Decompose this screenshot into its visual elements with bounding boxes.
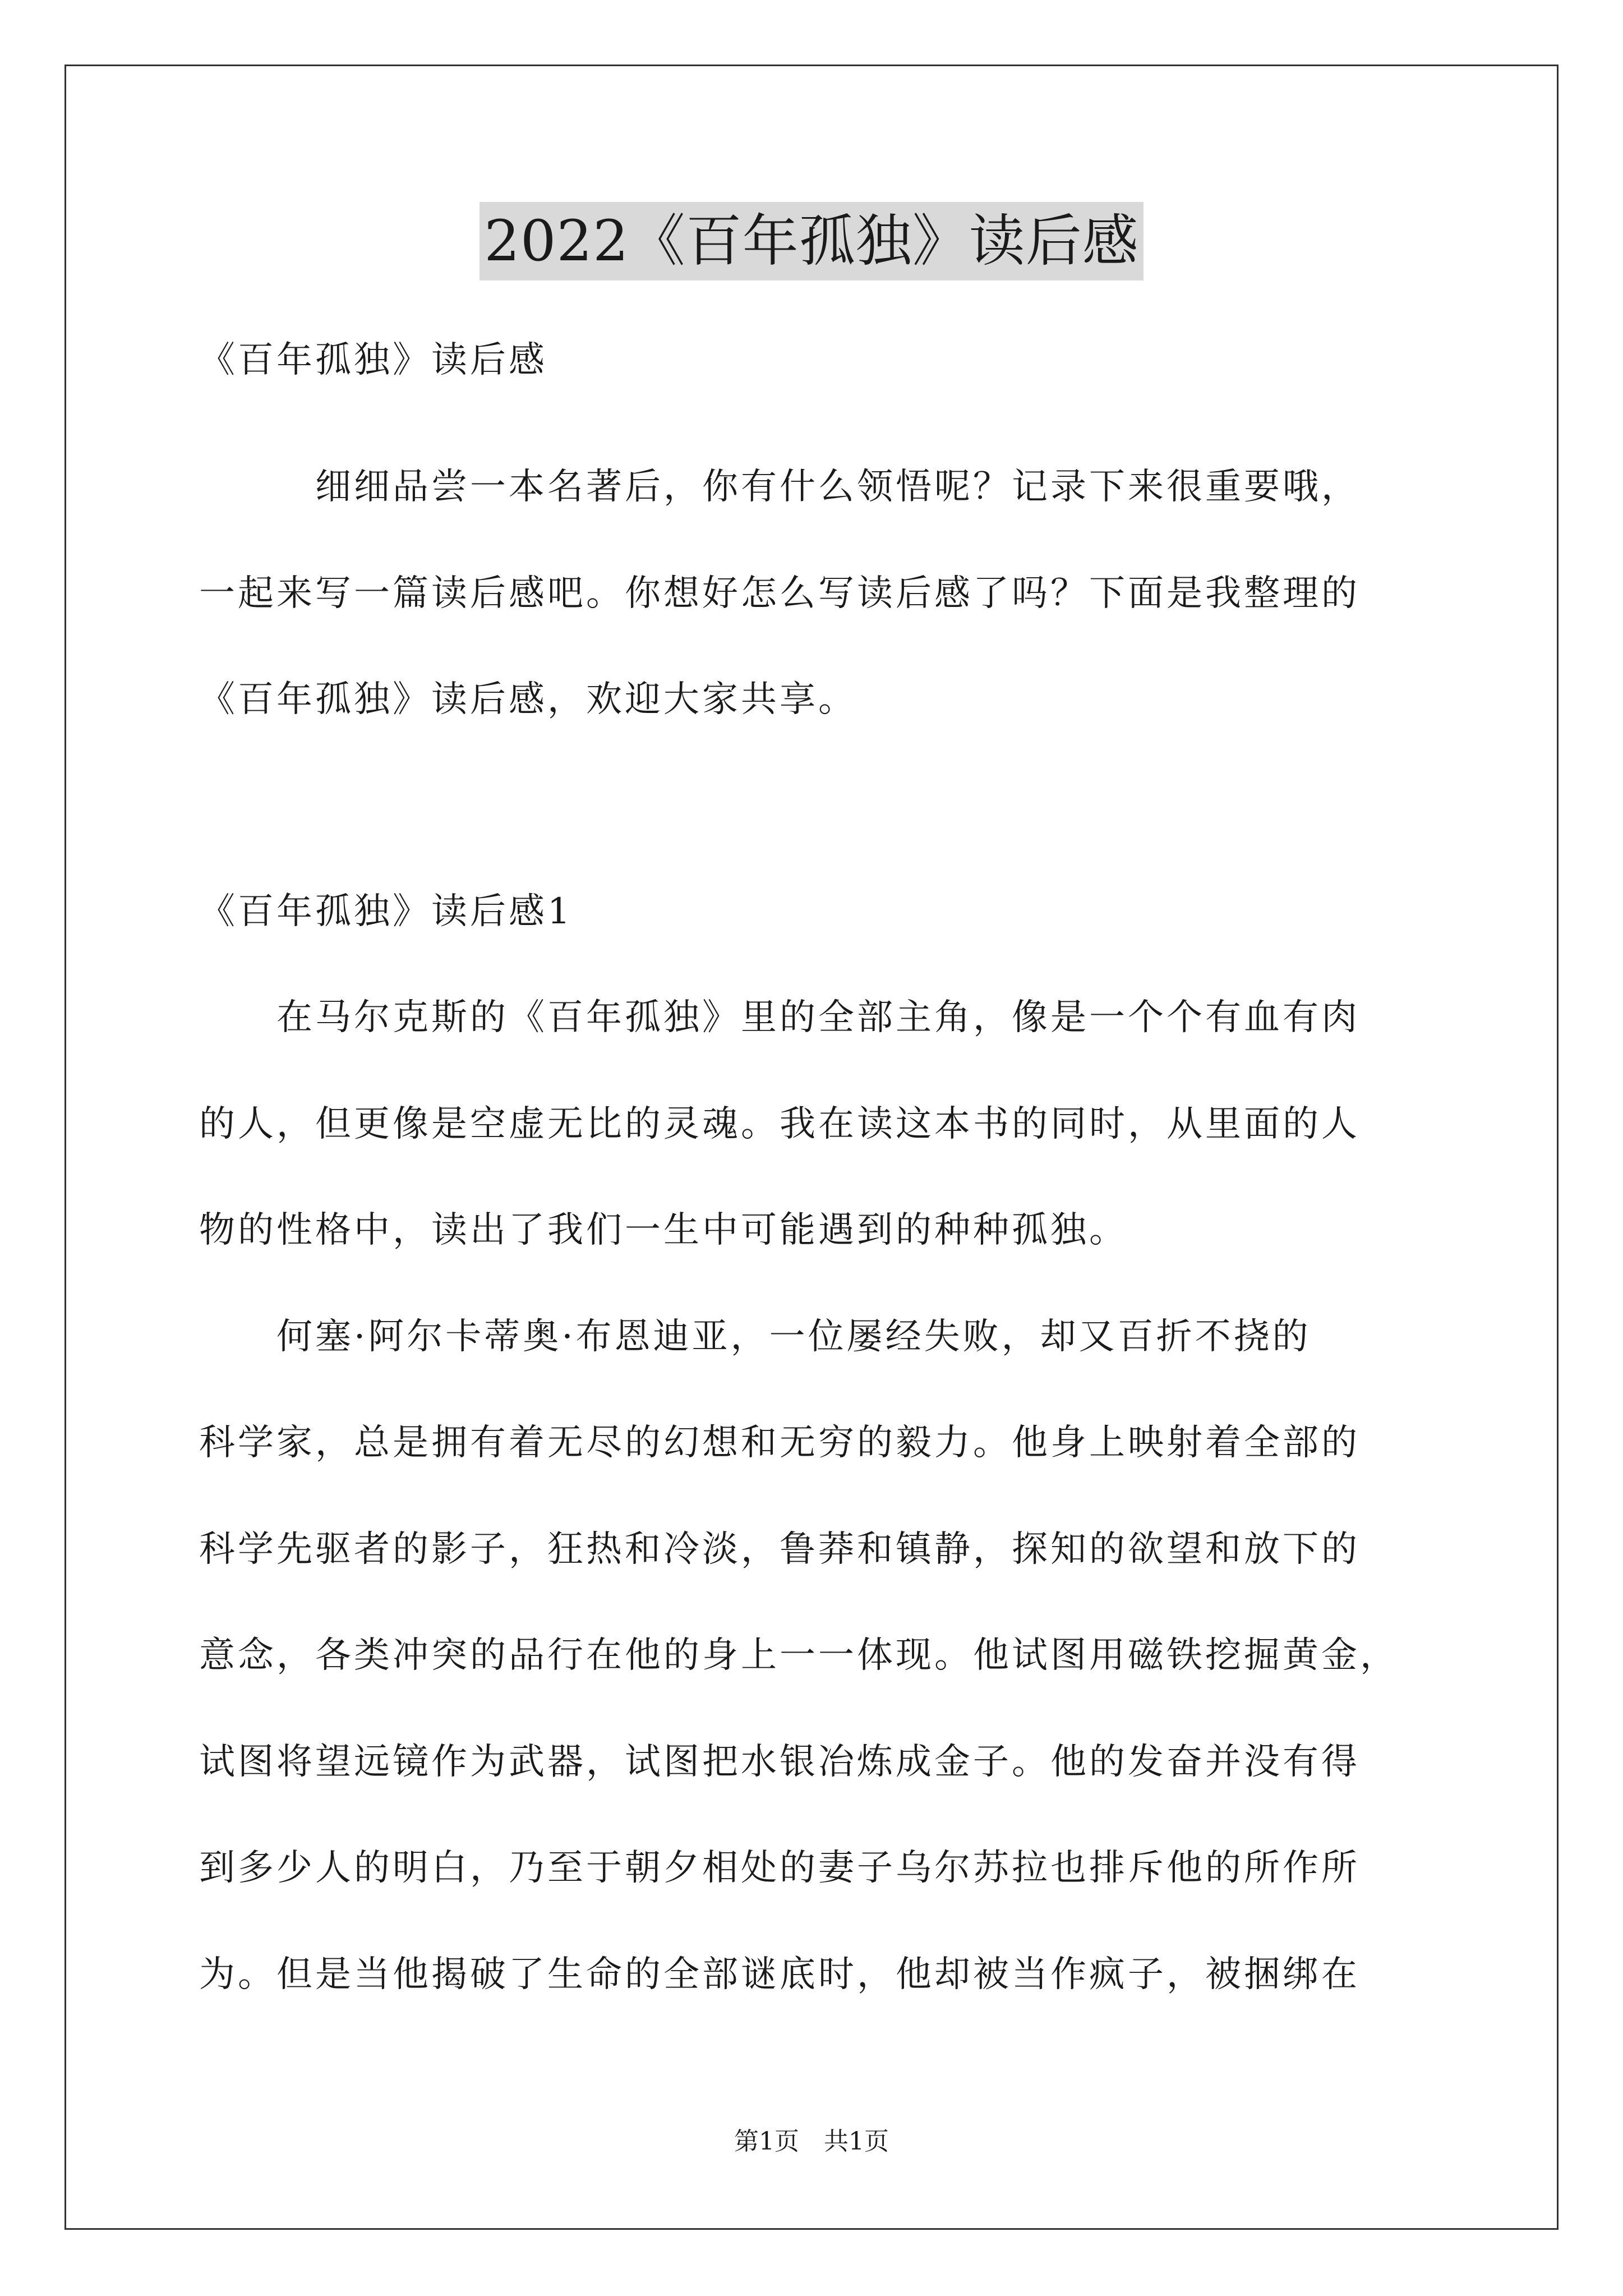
page-number: 第1页 <box>734 2127 799 2156</box>
paragraph-line: 物的性格中，读出了我们一生中可能遇到的种种孤独。 <box>199 1209 1128 1251</box>
section-heading: 《百年孤独》读后感1 <box>199 891 573 932</box>
paragraph-line: 为。但是当他揭破了生命的全部谜底时，他却被当作疯子，被捆绑在 <box>199 1954 1360 1995</box>
paragraph-line: 到多少人的明白，乃至于朝夕相处的妻子乌尔苏拉也排斥他的所作所 <box>199 1847 1360 1889</box>
page-footer <box>0 2125 1623 2159</box>
paragraph-line: 何塞·阿尔卡蒂奥·布恩迪亚，一位屡经失败，却又百折不挠的 <box>199 1316 1311 1358</box>
paragraph-line: 意念，各类冲突的品行在他的身上一一体现。他试图用磁铁挖掘黄金， <box>199 1635 1399 1676</box>
page-frame <box>64 65 1559 2230</box>
paragraph-line: 一起来写一篇读后感吧。你想好怎么写读后感了吗？下面是我整理的 <box>199 573 1360 614</box>
paragraph-line: 科学先驱者的影子，狂热和冷淡，鲁莽和镇静，探知的欲望和放下的 <box>199 1529 1360 1570</box>
subtitle-line: 《百年孤独》读后感 <box>199 339 547 381</box>
paragraph-line: 试图将望远镜作为武器，试图把水银冶炼成金子。他的发奋并没有得 <box>199 1741 1360 1783</box>
paragraph-line: 在马尔克斯的《百年孤独》里的全部主角，像是一个个有血有肉 <box>199 997 1360 1038</box>
paragraph-line: 《百年孤独》读后感，欢迎大家共享。 <box>199 679 857 720</box>
paragraph-line: 细细品尝一本名著后，你有什么领悟呢？记录下来很重要哦， <box>199 466 1360 508</box>
paragraph-line: 科学家，总是拥有着无尽的幻想和无穷的毅力。他身上映射着全部的 <box>199 1422 1360 1464</box>
page-total: 共1页 <box>824 2127 889 2156</box>
document-title: 2022《百年孤独》读后感 <box>479 202 1144 280</box>
title-block <box>0 202 1623 280</box>
paragraph-line: 的人，但更像是空虚无比的灵魂。我在读这本书的同时，从里面的人 <box>199 1103 1360 1145</box>
